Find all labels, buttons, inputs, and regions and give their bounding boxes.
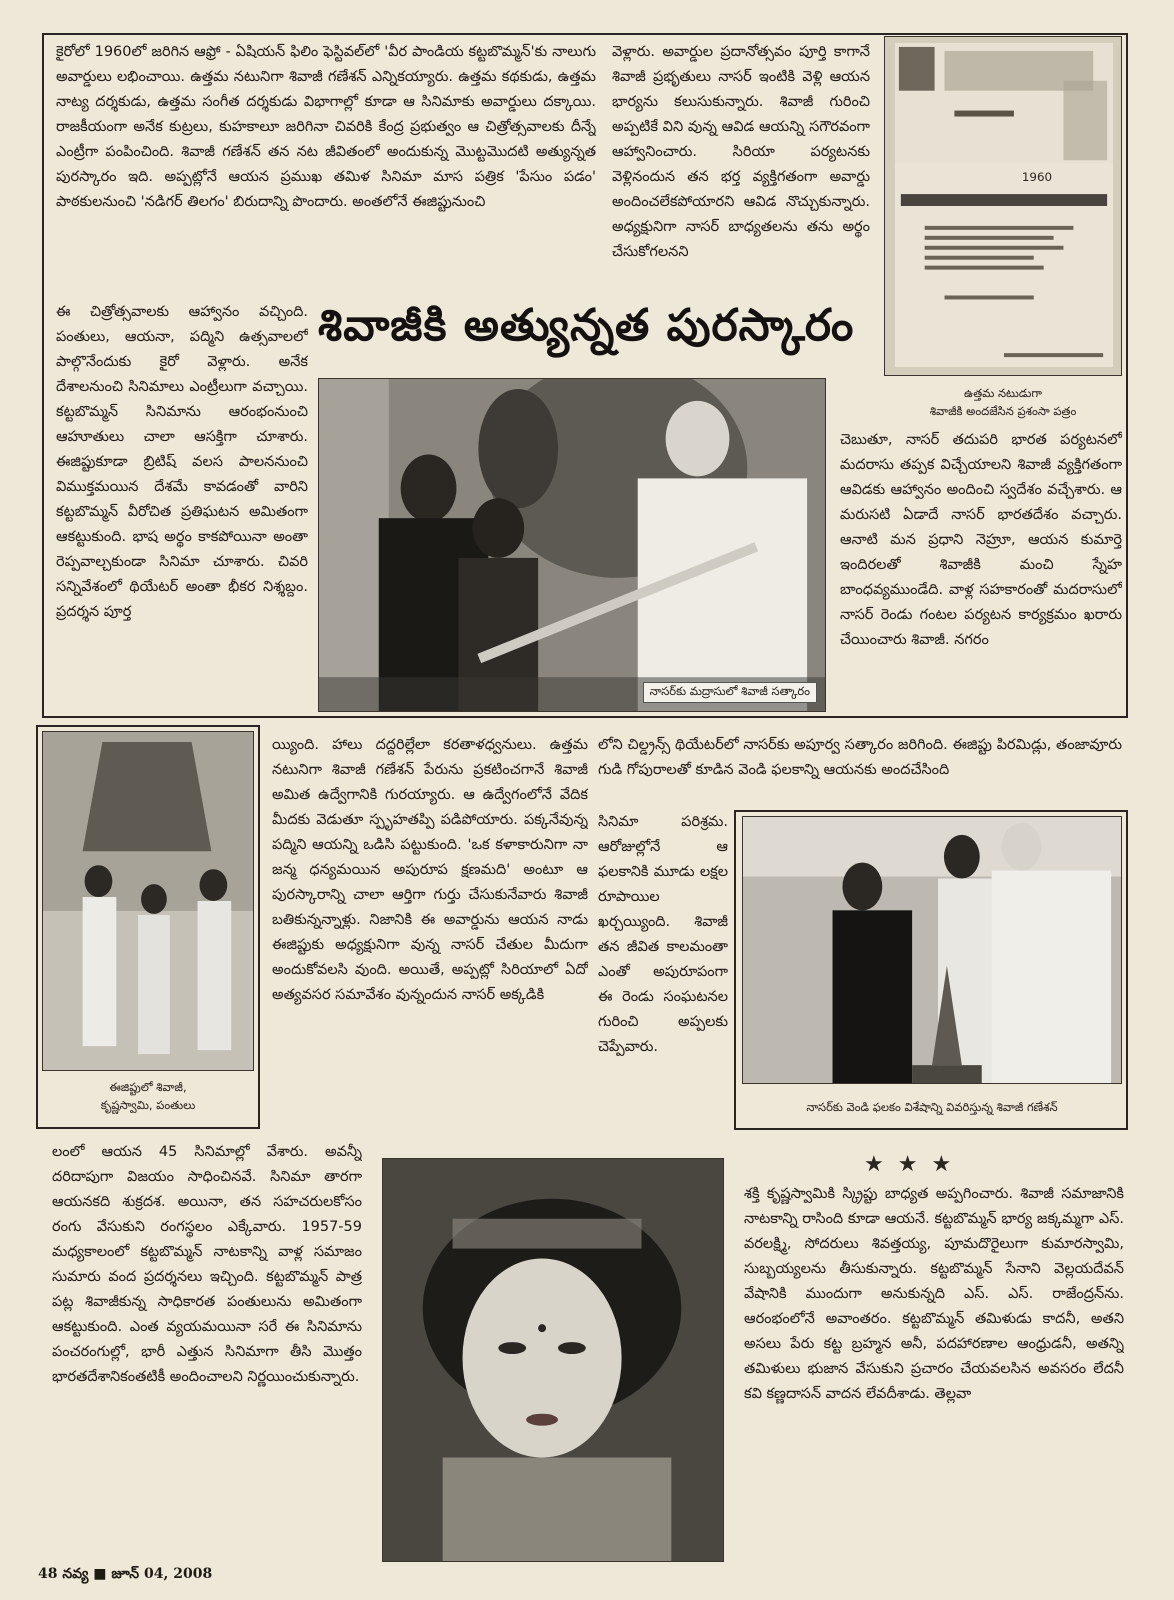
article-col2-mid	[272, 733, 588, 1125]
article-col2-top	[612, 40, 870, 302]
egypt-photo-caption	[42, 1078, 254, 1114]
article-col3-narrow	[598, 810, 728, 1100]
footer-separator: ■	[93, 1566, 107, 1582]
magazine-name: నవ్య	[62, 1566, 89, 1582]
paragraph: సినిమా పరిశ్రమ. ఆరోజుల్లోనే ఆ ఫలకానికి మూడు లక్షల రూపాయిల ఖర్చయ్యింది. శివాజీ తన జీవిత కాలమంతా ఎంతో అపురూపంగా ఈ రెండు సంఘటనల గురించి అప్పలకు చెప్పేవారు.	[598, 814, 728, 1055]
certificate-illustration	[885, 37, 1121, 375]
article-col3-right	[840, 428, 1122, 718]
caption-line: ఈజిప్టులో శివాజీ,	[109, 1080, 187, 1094]
plaque-photo	[742, 816, 1122, 1084]
article-col1-narrow	[56, 300, 308, 710]
paragraph: య్యింది. హాలు దద్దరిల్లేలా కరతాళధ్వనులు. ఉత్తమ నటునిగా శివాజీ గణేశన్ పేరును ప్రకటించగానే శివాజీ అమిత ఉద్వేగానికి గురయ్యారు. ఆ ఉద్వేగంలోనే వేదిక మీదకు వెడుతూ స్పృహతప్పి పడిపోయారు. పక్కనేవున్న పద్మిని ఆయన్ని ఒడిసి పట్టుకుంది. 'ఒక కళాకారునిగా నా జన్మ ధన్యమయిన అపురూప క్షణమది' అంటూ ఆ పురస్కారాన్ని చాలా ఆర్తిగా గుర్తు చేసుకునేవారు శివాజీ బతికున్నన్నాళ్లు. నిజానికి ఈ అవార్డును ఆయన నాడు ఈజిప్టుకు అధ్యక్షునిగా వున్న నాసర్ చేతుల మీదుగా అందుకోవలసి వుంది. అయితే, అప్పట్లో సిరియాలో ఏదో అత్యవసర సమావేశం వున్నందున నాసర్ అక్కడికి	[272, 737, 588, 1003]
egypt-photo	[42, 731, 254, 1071]
certificate-image	[884, 36, 1122, 376]
main-photo-caption: నాసర్‌కు మద్రాసులో శివాజీ సత్కారం	[643, 682, 817, 703]
page-number: 48	[38, 1566, 58, 1582]
paragraph: కైరోలో 1960లో జరిగిన ఆఫ్రో - ఏషియన్ ఫిలిం ఫెస్టివల్‌లో 'వీర పాండియ కట్టబొమ్మన్'కు నాలుగు అవార్డులు లభించాయి. ఉత్తమ నటునిగా శివాజీ గణేశన్ ఎన్నికయ్యారు. ఉత్తమ కథకుడు, ఉత్తమ నాట్య దర్శకుడు, ఉత్తమ సంగీత దర్శకుడు విభాగాల్లో కూడా ఆ సినిమాకు అవార్డులు దక్కాయి. రాజకీయంగా అనేక కుట్రలు, కుహకాలూ జరిగినా చివరికి కేంద్ర ప్రభుత్వం ఆ చిత్రోత్సవాలకు దీన్నే ఎంట్రీగా పంపించింది. శివాజీ గణేశన్ తన నట జీవితంలో అందుకున్న మొట్టమొదటి అత్యున్నత పురస్కారం ఇది. అప్పట్లోనే ఆయన ప్రముఖ తమిళ సినిమా మాస పత్రిక 'పేసుం పడం' పాఠకులనుంచి 'నడిగర్ తిలగం' బిరుదాన్ని పొందారు. అంతలోనే ఈజిప్టునుంచి	[56, 44, 596, 210]
egypt-group-photo	[43, 732, 253, 1070]
section-divider-stars: ★★★	[864, 1152, 966, 1177]
headline: శివాజీకి అత్యున్నత పురస్కారం	[318, 300, 855, 351]
caption-line: కృష్ణస్వామి, పంతులు	[100, 1098, 196, 1112]
paragraph: ఈ చిత్రోత్సవాలకు ఆహ్వానం వచ్చింది. పంతులు, ఆయనా, పద్మిని ఉత్సవాలలో పాల్గొనేందుకు కైరో వెళ్లారు. అనేక దేశాలనుంచి సినిమాలు ఎంట్రీలుగా వచ్చాయి. కట్టబొమ్మన్ సినిమాను ఆరంభంనుంచి ఆహూతులు చాలా ఆసక్తిగా చూశారు. ఈజిప్టుకూడా బ్రిటిష్ వలస పాలననుంచి విముక్తమయిన దేశమే కావడంతో వారిని కట్టబొమ్మన్ వీరోచిత ప్రతిఘటన అమితంగా ఆకట్టుకుంది. భాష అర్థం కాకపోయినా అంతా రెప్పవాల్చకుండా సినిమా చూశారు. చివరి సన్నివేశంలో థియేటర్ అంతా భీకర నిశ్శబ్దం. ప్రదర్శన పూర్త	[56, 304, 308, 620]
plaque-group-photo	[743, 817, 1121, 1083]
article-bottom-right	[744, 1182, 1124, 1557]
paragraph: చెబుతూ, నాసర్ తదుపరి భారత పర్యటనలో మదరాసు తప్పక విచ్చేయాలని శివాజీ వ్యక్తిగతంగా ఆవిడకు ఆహ్వానం అందించి స్వదేశం వచ్చేశారు. ఆ మరుసటి ఏడాదే నాసర్ భారతదేశం వచ్చారు. ఆనాటి మన ప్రధాని నెహ్రూ, ఆయన కుమార్తె ఇందిరలతో శివాజీకి మంచి స్నేహ బాంధవ్యముండేది. వాళ్ల సహకారంతో మదరాసులో నాసర్ రెండు గంటల పర్యటన కార్యక్రమం ఖరారు చేయించారు శివాజీ. నగరం	[840, 432, 1122, 648]
issue-date: జూన్ 04, 2008	[111, 1566, 213, 1582]
main-photo	[318, 378, 826, 712]
paragraph: వెళ్లారు. అవార్డుల ప్రదానోత్సవం పూర్తి కాగానే శివాజీ ప్రభృతులు నాసర్ ఇంటికి వెళ్లి ఆయన భార్యను కలుసుకున్నారు. శివాజీ గురించి అప్పటికే విని వున్న ఆవిడ ఆయన్ని సగౌరవంగా ఆహ్వానించారు. సిరియా పర్యటనకు వెళ్లినందున తన భర్త వ్యక్తిగతంగా అవార్డు అందించలేకపోయారని ఆవిడ నొచ్చుకున్నారు. అధ్యక్షునిగా నాసర్ బాధ్యతలను తను అర్థం చేసుకోగలనని	[612, 44, 870, 260]
certificate-caption	[884, 384, 1122, 420]
article-col1-top	[56, 40, 596, 295]
actress-photo	[382, 1158, 724, 1562]
article-col3-full	[598, 733, 1122, 810]
felicitation-photo	[319, 379, 825, 711]
caption-line: ఉత్తమ నటుడుగా	[964, 386, 1042, 400]
certificate-year: 1960	[1021, 170, 1053, 185]
paragraph: లోని చిల్డ్రన్స్ థియేటర్‌లో నాసర్‌కు అపూర్వ సత్కారం జరిగింది. ఈజిప్టు పిరమిడ్లు, తంజావూరు గుడి గోపురాలతో కూడిన వెండి ఫలకాన్ని ఆయనకు అందచేసింది	[598, 737, 1122, 778]
actress-portrait	[383, 1159, 723, 1561]
caption-line: శివాజీకి అందజేసిన ప్రశంసా పత్రం	[929, 404, 1077, 418]
paragraph: లంలో ఆయన 45 సినిమాల్లో వేశారు. అవన్నీ దరిదాపుగా విజయం సాధించినవే. సినిమా తారగా ఆయనకది శుక్రదశ. అయినా, తన సహచరులకోసం రంగు వేసుకుని రంగస్థలం ఎక్కేవారు. 1957-59 మధ్యకాలంలో కట్టబొమ్మన్ నాటకాన్ని వాళ్ల సమాజం సుమారు వంద ప్రదర్శనలు ఇచ్చింది. కట్టబొమ్మన్ పాత్ర పట్ల శివాజీకున్న సాధికారత పంతులును అమితంగా ఆకట్టుకుంది. ఎంత వ్యయమయినా సరే ఈ సినిమాను పంచరంగుల్లో, భారీ ఎత్తున సినిమాగా తీసి మొత్తం భారతదేశానికంతటికీ అందించాలని నిర్ణయించుకున్నారు.	[52, 1144, 362, 1385]
article-bottom-left	[52, 1140, 362, 1540]
paragraph: శక్తి కృష్ణస్వామికి స్క్రిప్టు బాధ్యత అప్పగించారు. శివాజీ సమాజానికి నాటకాన్ని రాసింది కూడా ఆయనే. కట్టబొమ్మన్ భార్య జక్కమ్మగా ఎస్. వరలక్ష్మి, సోదరులు శివత్తయ్య, పూమదొరైలుగా కుమారస్వామి, సుబ్బయ్యలను తీసుకున్నారు. కట్టబొమ్మన్ సేనాని వెల్లయదేవన్ వేషానికి ముందుగా అనుకున్నది ఎస్. ఎస్. రాజేంద్రన్‌ను. ఆరంభంలోనే అవాంతరం. కట్టబొమ్మన్ తమిళుడు కాదనీ, అతని అసలు పేరు కట్ట బ్రహ్మన అనీ, పదహారణాల ఆంధ్రుడనీ, అతన్ని తమిళులు భుజాన వేసుకుని ప్రచారం చేయవలసిన అవసరం లేదనీ కవి కణ్ణదాసన్ వాదన లేవదీశాడు. తెల్లవా	[744, 1186, 1124, 1402]
plaque-photo-caption: నాసర్‌కు వెండి ఫలకం విశేషాన్ని వివరిస్తున్న శివాజీ గణేశన్	[806, 1100, 1058, 1114]
page-footer	[38, 1566, 212, 1585]
